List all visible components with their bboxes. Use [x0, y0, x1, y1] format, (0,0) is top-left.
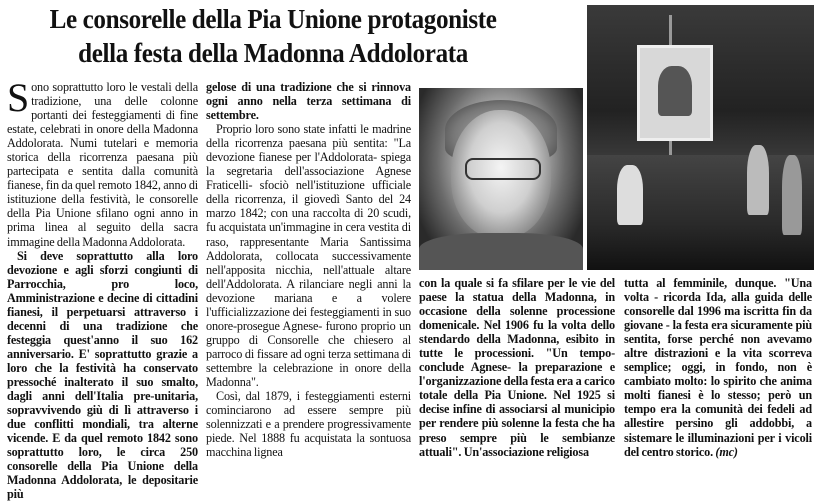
paragraph-1-text: ono soprattutto loro le vestali della tradizione, una delle colonne portanti dei festeggiamenti di fine estate, celebrati in onore della Madonna Addolorata. Numi tutelari e memoria storica della ricorrenza paesana più partecipata e sentita dalla comunità fianese, fin da quel remoto 1842, anno di istituzione della festività, le consorelle della Pia Unione sfilano ogni anno in prima linea al seguito della sacra immagine della Madonna Addolorata. [7, 80, 198, 249]
drop-cap: S [7, 75, 30, 120]
glasses-shape [465, 158, 541, 180]
paragraph-2: Proprio loro sono state infatti le madrine della ricorrenza paesana più sentita: "La devozione fianese per l'Addolorata- spiega la segretaria dell'associazione Agnese Fraticelli- sfociò nell'istituzione ufficiale della ricorrenza, il giovedì Santo del 24 marzo 1842; con una raccolta di 20 scudi, fu acquistata un'immagine in cera vestita di raso, rappresentante Maria Santissima Addolorata, collocata successivamente nell'apposita nicchia, nell'attuale altare dell'Addolorata. A rilanciare negli anni la devozione mariana e a volere l'ufficializzazione dei festeggiamenti in suo onore-prosegue Agnese- furono proprio un gruppo di Consorelle che chiesero al parroco di fissare ad ogni terza settimana di settembre la celebrazione in onore della Madonna". [206, 122, 411, 389]
paragraph-1 [624, 276, 812, 459]
portrait-photo [419, 88, 583, 270]
person-figure [782, 155, 802, 235]
shoulders-shape [419, 233, 583, 270]
person-figure [617, 165, 643, 225]
headline-line-1: Le consorelle della Pia Unione protagoniste [49, 4, 497, 34]
processional-banner [637, 45, 713, 141]
procession-photo [587, 5, 814, 270]
person-figure [747, 145, 769, 215]
banner-madonna-figure [658, 66, 692, 116]
article-column-3 [419, 276, 615, 459]
article-column-1 [7, 75, 198, 501]
paragraph-3: Così, dal 1879, i festeggiamenti esterni cominciarono ad essere sempre più solennizzati e a prendere progressivamente piede. Nel 1888 fu acquistata la sontuosa macchina lignea [206, 389, 411, 460]
paragraph-2: Si deve soprattutto alla loro devozione e agli sforzi congiunti di Parrocchia, pro loco, Amministrazione e decine di cittadini fianesi, il perpetuarsi attraverso i decenni di una tradizione che festeggia quest'anno il suo 162 anniversario. E' soprattutto grazie a loro che la festività ha conservato pressoché inalterato il suo smalto, dagli anni dell'Italia pre-unitaria, sopravvivendo giù di lì attraverso i due conflitti mondiali, tra alterne vicende. E da quel remoto 1842 sono soprattutto loro, le circa 250 consorelle della Pia Unione della Madonna Addolorata, le depositarie più [7, 248, 198, 501]
paragraph-1: con la quale si fa sfilare per le vie del paese la statua della Madonna, in occasione della solenne processione domenicale. Nel 1906 fu la volta dello stendardo della Madonna, esibito in tutte le processioni. "Un tempo- conclude Agnese- la preparazione e l'organizzazione della festa era a carico totale della Pia Unione. Nel 1925 si decise infine di associarsi al municipio per rendere più solenne la festa che ha preso sempre più le sembianze attuali". Un'associazione religiosa [419, 276, 615, 459]
paragraph-1-text: tutta al femminile, dunque. "Una volta - ricorda Ida, alla guida delle consorelle dal 1996 ma iscritta fin da giovane - la festa era sicuramente più sentita, forse perché non avevamo altre distrazioni e la vita scorreva semplice; oggi, in fondo, non è cambiato molto: lo spirito che anima molti fianesi è lo stesso; però un tempo era la comunità dei fedeli ad allestire persino gli addobbi, a sistemare le illuminazioni per i vicoli del centro storico. [624, 276, 812, 459]
headline [8, 2, 538, 70]
headline-line-2: della festa della Madonna Addolorata [78, 38, 468, 68]
article-column-4 [624, 276, 812, 459]
paragraph-1 [7, 75, 198, 249]
article-column-2 [206, 80, 411, 460]
paragraph-1: gelose di una tradizione che si rinnova ogni anno nella terza settimana di settembre. [206, 80, 411, 123]
author-signature: (mc) [715, 444, 738, 459]
